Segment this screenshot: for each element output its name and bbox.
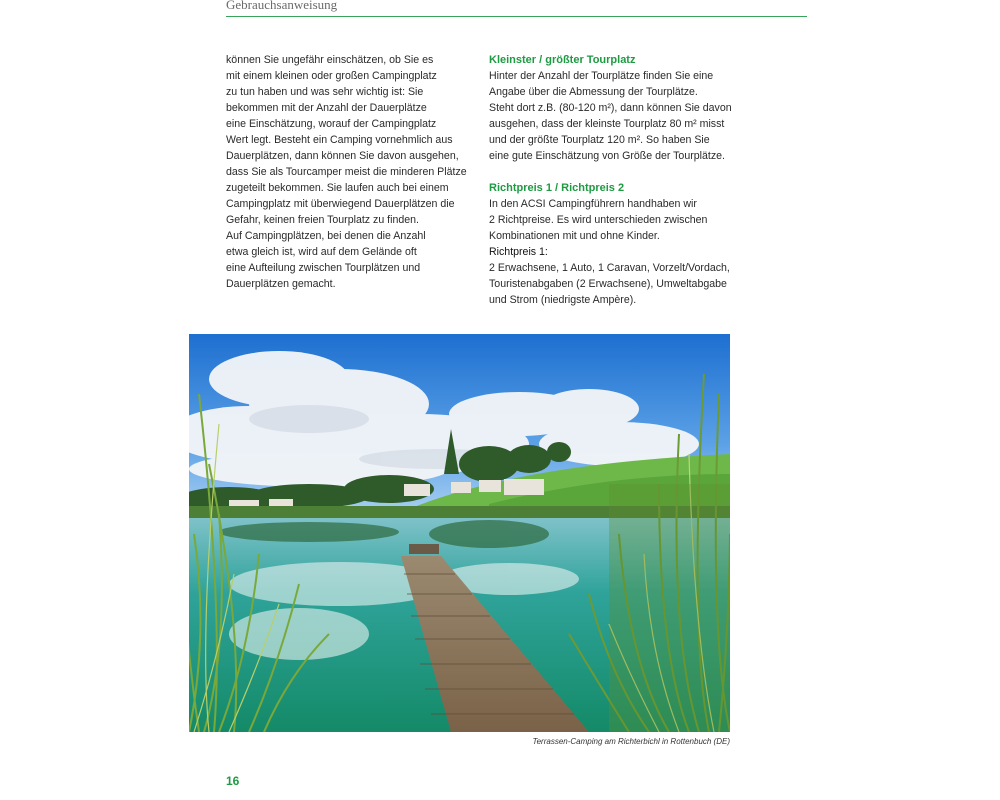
body-line: und der größte Tourplatz 120 m². So haben Sie	[489, 134, 710, 146]
body-line: Steht dort z.B. (80-120 m²), dann können Sie davon	[489, 102, 732, 114]
body-line: 2 Erwachsene, 1 Auto, 1 Caravan, Vorzelt/Vordach,	[489, 262, 730, 274]
body-line: Dauerplätzen, dann können Sie davon ausgehen,	[226, 150, 459, 162]
right-column	[489, 52, 749, 308]
body-line: Kombinationen mit und ohne Kinder.	[489, 230, 660, 242]
body-line: Angabe über die Abmessung der Tourplätze.	[489, 86, 698, 98]
photo-caption: Terrassen-Camping am Richterbichl in Rottenbuch (DE)	[532, 737, 730, 746]
body-line: Hinter der Anzahl der Tourplätze finden Sie eine	[489, 70, 714, 82]
body-line: können Sie ungefähr einschätzen, ob Sie es	[226, 54, 434, 66]
body-line: Wert legt. Besteht ein Camping vornehmlich aus	[226, 134, 453, 146]
page-number: 16	[226, 774, 240, 788]
section-heading-tourplatz: Kleinster / größter Tourplatz	[489, 54, 636, 66]
running-header: Gebrauchsanweisung	[226, 0, 338, 12]
body-line: und Strom (niedrigste Ampère).	[489, 294, 637, 306]
body-line: eine gute Einschätzung von Größe der Tourplätze.	[489, 150, 725, 162]
body-line: Touristenabgaben (2 Erwachsene), Umweltabgabe	[489, 278, 727, 290]
section-heading-richtpreis: Richtpreis 1 / Richtpreis 2	[489, 182, 625, 194]
body-line: etwa gleich ist, wird auf dem Gelände oft	[226, 246, 417, 258]
body-line: Dauerplätzen gemacht.	[226, 278, 336, 290]
body-line: mit einem kleinen oder großen Campingplatz	[226, 70, 437, 82]
body-line: In den ACSI Campingführern handhaben wir	[489, 198, 697, 210]
header-rule	[226, 16, 807, 17]
body-line: eine Aufteilung zwischen Tourplätzen und	[226, 262, 421, 274]
campsite-lake-photo	[189, 334, 730, 732]
richtpreis-1-label: Richtpreis 1:	[489, 246, 548, 258]
body-line: Gefahr, keinen freien Tourplatz zu finden.	[226, 214, 419, 226]
body-line: zu tun haben und was sehr wichtig ist: Sie	[226, 86, 424, 98]
body-line: eine Einschätzung, worauf der Campingplatz	[226, 118, 437, 130]
body-line: dass Sie als Tourcamper meist die minderen Plätze	[226, 166, 467, 178]
left-column	[226, 52, 476, 292]
body-line: ausgehen, dass der kleinste Tourplatz 80 m² misst	[489, 118, 725, 130]
body-line: bekommen mit der Anzahl der Dauerplätze	[226, 102, 427, 114]
body-line: Auf Campingplätzen, bei denen die Anzahl	[226, 230, 426, 242]
body-line: Campingplatz mit überwiegend Dauerplätzen die	[226, 198, 455, 210]
body-line: 2 Richtpreise. Es wird unterschieden zwischen	[489, 214, 708, 226]
paragraph-gap	[489, 164, 749, 180]
body-line: zugeteilt bekommen. Sie laufen auch bei einem	[226, 182, 449, 194]
